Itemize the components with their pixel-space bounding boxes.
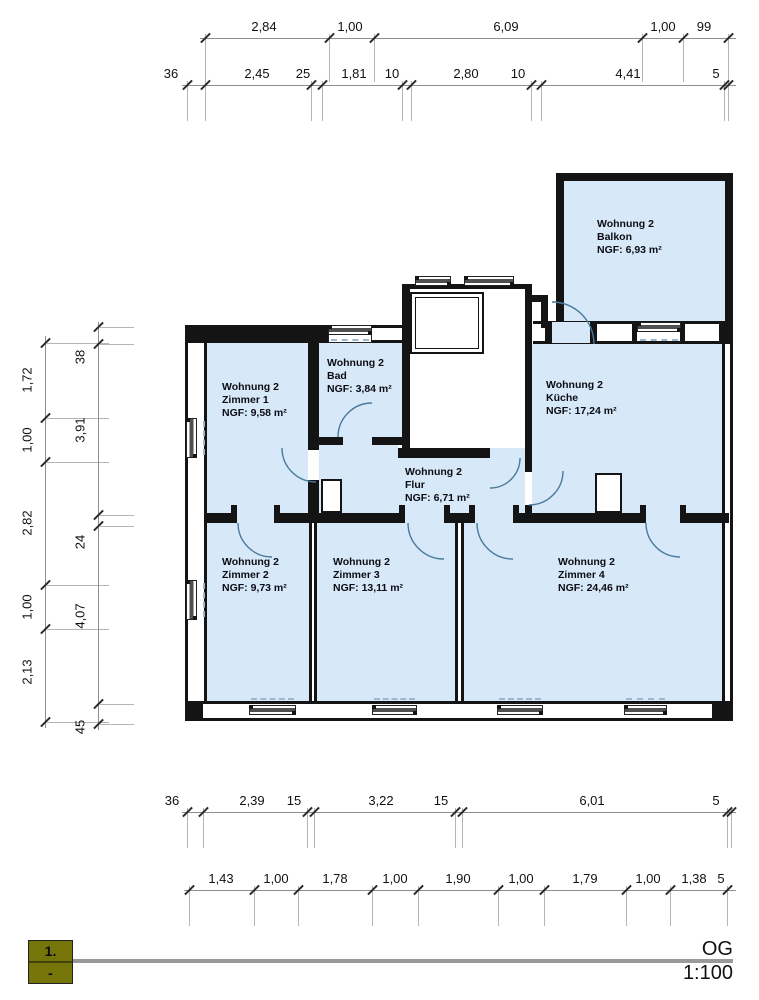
room-name: Flur	[405, 479, 425, 491]
room-area: NGF: 17,24 m²	[546, 405, 617, 417]
dim-bottom-row-1-label: 5	[712, 793, 720, 808]
dim-bottom-row-2-label: 1,78	[322, 871, 348, 886]
dim-top-row-2-label: 4,41	[615, 66, 641, 81]
dim-top-row-1-label: 6,09	[493, 19, 519, 34]
zimmer2-door-arc	[238, 523, 272, 557]
dim-bottom-row-2-label: 1,00	[508, 871, 534, 886]
room-label-zimmer4	[558, 556, 629, 595]
entrance-door-arc	[490, 458, 520, 488]
room-area: NGF: 24,46 m²	[558, 582, 629, 594]
scale-label: 1:100	[682, 962, 733, 984]
dim-top-row-2-label: 1,81	[341, 66, 367, 81]
room-area: NGF: 13,11 m²	[333, 582, 404, 594]
zimmer3-door-arc	[408, 523, 444, 559]
room-building: Wohnung 2	[222, 556, 279, 568]
room-name: Zimmer 4	[558, 569, 605, 581]
floor-label: OG	[701, 938, 733, 960]
room-area: NGF: 9,73 m²	[222, 582, 287, 594]
room-name: Zimmer 1	[222, 394, 269, 406]
dim-bottom-row-2-label: 5	[717, 871, 725, 886]
dim-left-col-outer-label: 1,00	[19, 427, 35, 453]
room-building: Wohnung 2	[327, 357, 384, 369]
dim-left-col-inner-label: 45	[72, 719, 88, 735]
room-area: NGF: 6,71 m²	[405, 492, 470, 504]
kueche-door-arc	[529, 471, 563, 505]
dim-bottom-row-1-label: 3,22	[368, 793, 394, 808]
dim-top-row-1-label: 1,00	[650, 19, 676, 34]
room-area: NGF: 3,84 m²	[327, 383, 392, 395]
dim-left-col-inner-label: 4,07	[72, 603, 88, 629]
dim-left-col-inner-label: 24	[72, 534, 88, 550]
room-area: NGF: 9,58 m²	[222, 407, 287, 419]
room-label-zimmer3	[333, 556, 403, 595]
dim-top-row-2-label: 5	[712, 66, 720, 81]
dim-top-row-2-label: 2,45	[244, 66, 270, 81]
room-label-flur	[405, 466, 470, 505]
kueche-zimmer4-door-arc	[646, 523, 680, 557]
room-name: Bad	[327, 370, 347, 382]
dim-bottom-row-1-label: 2,39	[239, 793, 265, 808]
dim-bottom-row-2-label: 1,38	[681, 871, 707, 886]
index-box-top: 1.	[29, 941, 72, 963]
dim-bottom-row-1-label: 15	[433, 793, 449, 808]
dim-bottom-row-1-label: 15	[286, 793, 302, 808]
dim-left-col-outer-label: 2,13	[19, 659, 35, 685]
dim-left-col-outer-label: 1,72	[19, 367, 35, 393]
dim-bottom-row-2-label: 1,00	[263, 871, 289, 886]
room-label-balkon	[597, 218, 662, 257]
dim-bottom-row-2-label: 1,00	[635, 871, 661, 886]
dim-left-col-inner-label: 3,91	[72, 417, 88, 443]
dim-left-col-inner-label: 38	[72, 349, 88, 365]
room-name: Balkon	[597, 231, 633, 243]
dim-bottom-row-2-label: 1,00	[382, 871, 408, 886]
dim-left-col-outer-label: 1,00	[19, 594, 35, 620]
dim-bottom-row-2-label: 1,90	[445, 871, 471, 886]
room-building: Wohnung 2	[597, 218, 654, 230]
room-name: Zimmer 3	[333, 569, 380, 581]
room-label-bad	[327, 357, 392, 396]
room-building: Wohnung 2	[333, 556, 390, 568]
index-box-bottom: -	[48, 965, 53, 981]
room-label-kueche	[546, 379, 617, 418]
balkon-door-arc	[552, 302, 594, 344]
zimmer4-door-arc	[477, 523, 513, 559]
dim-bottom-row-1-label: 6,01	[579, 793, 605, 808]
room-building: Wohnung 2	[222, 381, 279, 393]
room-name: Zimmer 2	[222, 569, 269, 581]
dim-top-row-2-label: 2,80	[453, 66, 479, 81]
room-building: Wohnung 2	[546, 379, 603, 391]
room-label-zimmer1	[222, 381, 287, 420]
dim-bottom-row-2-label: 1,79	[572, 871, 598, 886]
room-label-zimmer2	[222, 556, 287, 595]
room-building: Wohnung 2	[558, 556, 615, 568]
room-name: Küche	[546, 392, 579, 404]
dim-top-row-2-label: 36	[163, 66, 179, 81]
dim-bottom-row-2-label: 1,43	[208, 871, 234, 886]
dim-top-row-2-label: 10	[510, 66, 526, 81]
room-area: NGF: 6,93 m²	[597, 244, 662, 256]
dim-top-row-1-label: 99	[696, 19, 712, 34]
dim-bottom-row-1-label: 36	[164, 793, 180, 808]
dim-top-row-2-label: 25	[295, 66, 311, 81]
dim-top-row-2-label: 10	[384, 66, 400, 81]
dim-left-col-outer-label: 2,82	[19, 510, 35, 536]
bad-door-arc	[338, 403, 372, 437]
zimmer1-door-arc	[282, 448, 316, 482]
room-building: Wohnung 2	[405, 466, 462, 478]
dim-top-row-1-label: 2,84	[251, 19, 277, 34]
dim-top-row-1-label: 1,00	[337, 19, 363, 34]
